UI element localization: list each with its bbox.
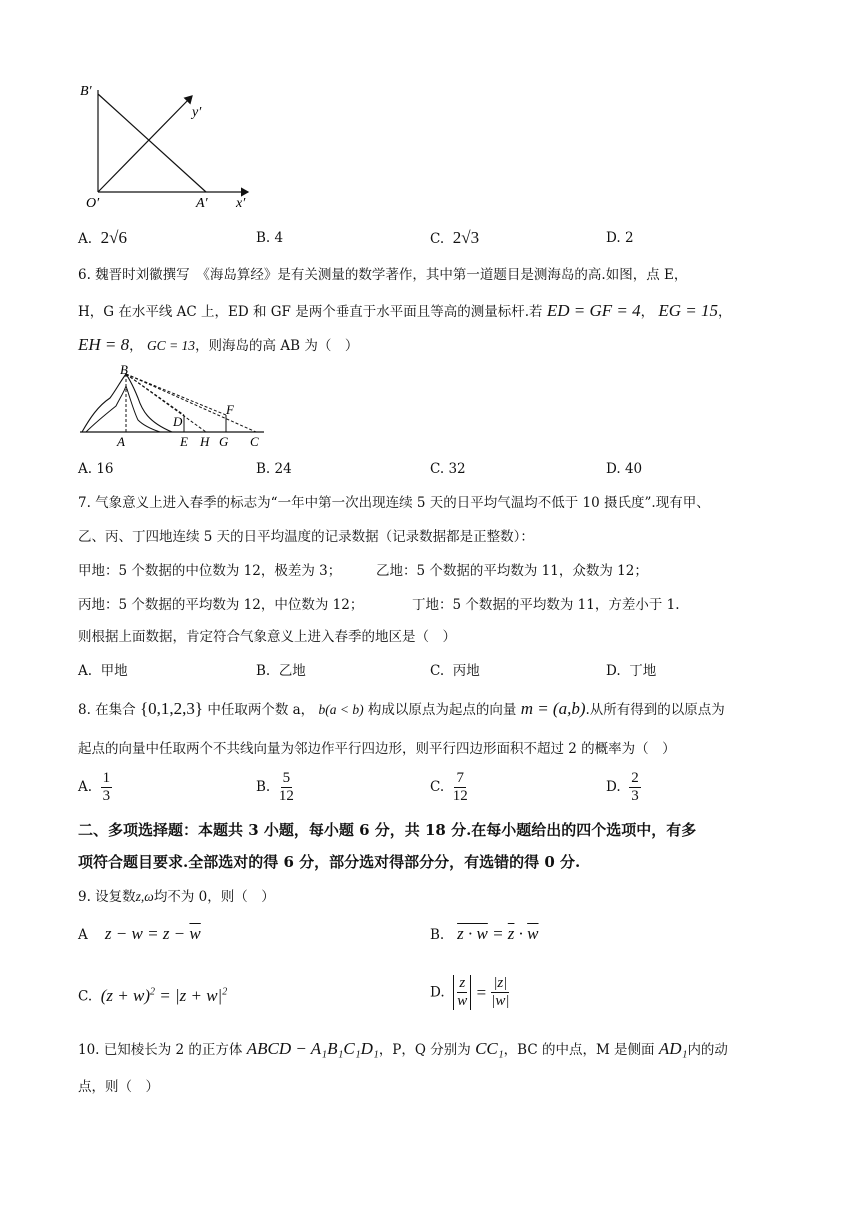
label-y: y′ <box>192 105 202 120</box>
q9-option-d: D. $\frac{z}{w}$ = $\frac{|z|}{|w|}$ <box>430 975 510 1009</box>
label-b: B′ <box>80 84 92 99</box>
q7-option-c: C. 丙地 <box>430 663 480 679</box>
q7-line4a: 丙地：5 个数据的平均数为 12，中位数为 12； <box>78 597 364 613</box>
island-figure <box>76 362 272 452</box>
q7-line3a: 甲地：5 个数据的中位数为 12，极差为 3； <box>78 563 342 579</box>
q5-option-b: B. 4 <box>256 230 284 246</box>
q5-option-a: A. 2√6 <box>78 228 127 247</box>
label-g: G <box>219 434 229 449</box>
q6-line2: H，G 在水平线 AC 上，ED 和 GF 是两个垂直于水平面且等高的测量标杆.若 ED = GF = 4， EG = 15， <box>78 301 732 320</box>
label-c: C <box>250 434 259 449</box>
q5-option-d: D. 2 <box>606 230 634 246</box>
q7-option-b: B. 乙地 <box>256 663 306 679</box>
q5-option-c: C. 2√3 <box>430 228 480 247</box>
q8-option-b: B. $\frac{5}{12}$ <box>256 770 294 804</box>
segment-ba <box>98 94 206 192</box>
q6-line3: EH = 8， GC = 13，则海岛的高 AB 为（ ） <box>78 335 359 354</box>
q6-option-b: B. 24 <box>256 461 292 477</box>
q8-option-d: D. $\frac{2}{3}$ <box>606 770 639 804</box>
q7-line2: 乙、丙、丁四地连续 5 天的日平均温度的记录数据（记录数据都是正整数）： <box>78 529 534 545</box>
label-a: A′ <box>196 196 208 211</box>
q9-option-c: C. $(z + w)^2 = |z + w|^2$ <box>78 985 228 1005</box>
label-a: A <box>117 434 125 449</box>
q10-line1: 10. 已知棱长为 2 的正方体 ABCD − A₁B₁C₁D₁，P，Q 分别为 CC₁，BC 的中点，M 是侧面 AD₁内的动 <box>78 1039 728 1058</box>
label-x: x′ <box>236 196 246 211</box>
q10-line2: 点，则（ ） <box>78 1079 159 1095</box>
section-heading-line2: 项符合题目要求.全部选对的得 6 分，部分选对得部分分，有选错的得 0 分. <box>78 853 581 871</box>
y-axis-oblique <box>98 96 192 192</box>
q6-option-a: A. 16 <box>78 461 114 477</box>
q6-option-d: D. 40 <box>606 461 643 477</box>
q7-line1: 7. 气象意义上进入春季的标志为“一年中第一次出现连续 5 天的日平均气温均不低于 10 摄氏度”.现有甲、 <box>78 495 710 511</box>
section-heading-line1: 二、多项选择题：本题共 3 小题，每小题 6 分，共 18 分.在每小题给出的四个选项中，有多 <box>78 821 697 839</box>
axis-figure <box>74 82 264 214</box>
q7-line4b: 丁地：5 个数据的平均数为 11，方差小于 1. <box>412 597 680 613</box>
q7-line5: 则根据上面数据，肯定符合气象意义上进入春季的地区是（ ） <box>78 629 456 645</box>
q9-option-b: B. $z \cdot w = \overline{z} \cdot \overline{w}$ <box>430 924 539 943</box>
q8-line2: 起点的向量中任取两个不共线向量为邻边作平行四边形，则平行四边形面积不超过 2 的概率为（ ） <box>78 741 676 757</box>
q9-option-a: A $z - w = z - \overline{w}$ <box>78 924 201 943</box>
label-b: B <box>120 362 128 377</box>
q7-line3b: 乙地：5 个数据的平均数为 11，众数为 12； <box>376 563 648 579</box>
q8-line1: 8. 在集合 {0,1,2,3} 中任取两个数 a， b(a < b) 构成以原点为起点的向量 m = (a,b).从所有得到的以原点为 <box>78 699 725 718</box>
q8-option-c: C. $\frac{7}{12}$ <box>430 770 468 804</box>
label-o: O′ <box>86 196 100 211</box>
vector-m: m = (a,b) <box>520 699 586 718</box>
q6-line1: 6. 魏晋时刘徽撰写 《海岛算经》是有关测量的数学著作，其中第一道题目是测海岛的高.如图，点 E， <box>78 267 688 283</box>
q8-option-a: A. $\frac{1}{3}$ <box>78 770 111 804</box>
label-f: F <box>226 402 234 417</box>
label-h: H <box>200 434 210 449</box>
q7-option-d: D. 丁地 <box>606 663 657 679</box>
q7-option-a: A. 甲地 <box>78 663 128 679</box>
label-e: E <box>180 434 188 449</box>
label-d: D <box>173 414 183 429</box>
q6-option-c: C. 32 <box>430 461 466 477</box>
q9-stem: 9. 设复数z,ω均不为 0，则（ ） <box>78 889 275 905</box>
